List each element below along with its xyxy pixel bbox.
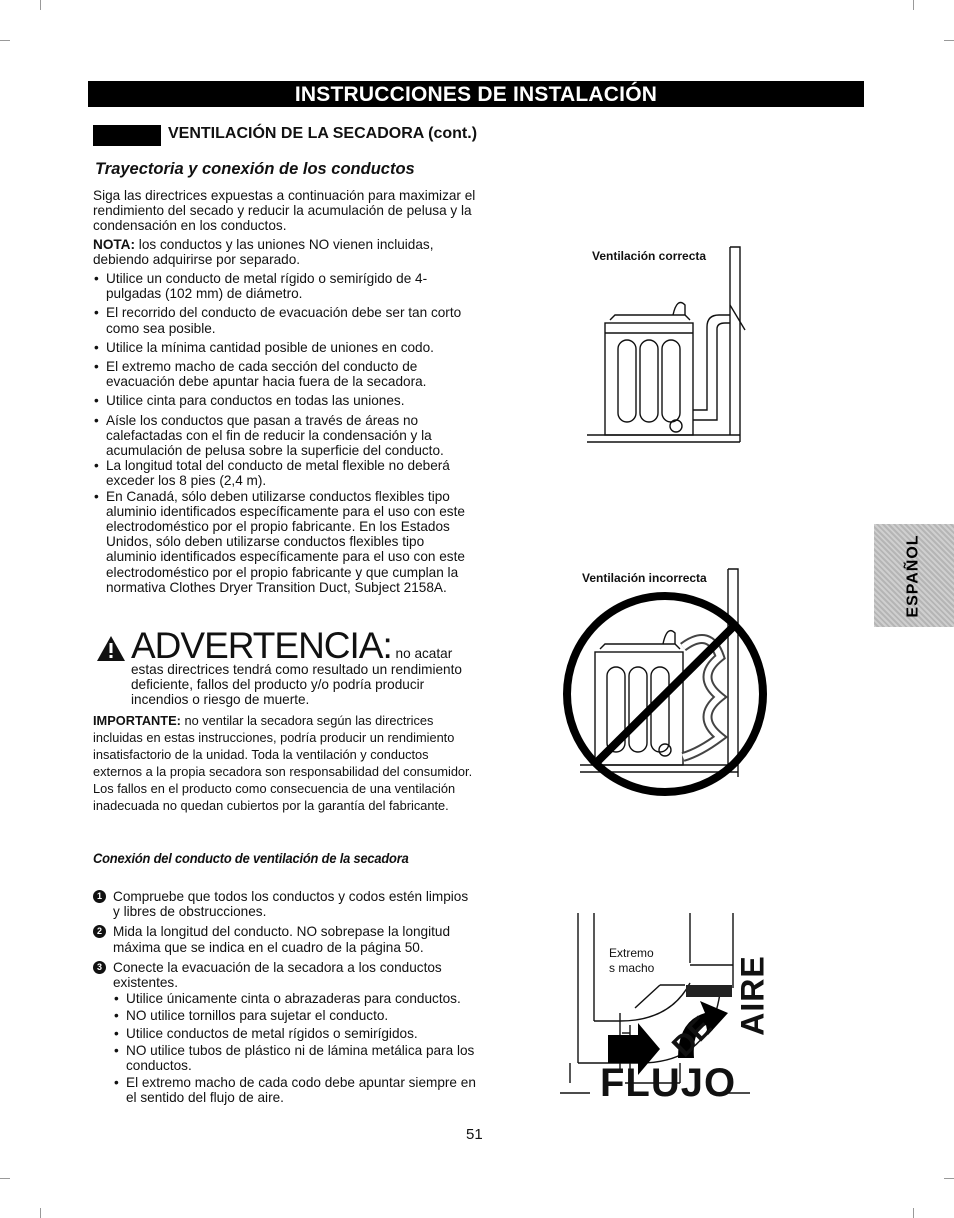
step-text: Conecte la evacuación de la secadora a los conductos existentes. — [113, 959, 442, 991]
language-tab-label: ESPAÑOL — [905, 533, 922, 618]
flow-de: DE — [665, 1010, 719, 1064]
note-paragraph — [93, 237, 478, 267]
list-item: • Utilice conductos de metal rígidos o semirígidos. — [113, 1026, 478, 1041]
step-1 — [93, 889, 478, 919]
section-marker — [93, 125, 161, 146]
list-item: • El extremo macho de cada sección del conducto de evacuación debe apuntar hacia fuera de la secadora. — [93, 359, 478, 389]
guideline-list — [93, 271, 478, 595]
page-number: 51 — [466, 1126, 483, 1143]
list-item: • Utilice únicamente cinta o abrazaderas para conductos. — [113, 991, 478, 1006]
step-text: Mida la longitud del conducto. NO sobrepase la longitud máxima que se indica en el cuadro de la página 50. — [113, 924, 451, 955]
section-title: VENTILACIÓN DE LA SECADORA (cont.) — [168, 125, 478, 142]
list-item: • En Canadá, sólo deben utilizarse conductos flexibles tipo aluminio identificados específicamente para el uso con este electrodoméstico por el propio fabricante. En los Estados Unidos, sólo deben utilizarse conductos flexibles tipo aluminio identificados específicamente para el uso con este electrodoméstico por el propio fabricante y que cumplan la normativa Clothes Dryer Transition Duct, Subject 2158A. — [93, 489, 478, 595]
flow-word: FLUJO — [600, 1061, 737, 1105]
warning-text: no acatar estas directrices tendrá como resultado un rendimiento deficiente, fallos del producto y/o podría producir incendios o riesgo de muerte. — [131, 646, 462, 708]
correct-venting-label: Ventilación correcta — [592, 249, 707, 263]
main-column — [93, 188, 478, 599]
correct-venting-figure — [585, 245, 765, 450]
intro-paragraph: Siga las directrices expuestas a continuación para maximizar el rendimiento del secado y reducir la acumulación de pelusa y la condensación en los conductos. — [93, 188, 476, 234]
connection-tips-list — [113, 991, 478, 1105]
connection-subtitle: Conexión del conducto de ventilación de la secadora — [93, 850, 409, 866]
list-item: • El recorrido del conducto de evacuación debe ser tan corto como sea posible. — [93, 305, 478, 335]
language-tab — [874, 524, 954, 627]
list-item: • NO utilice tornillos para sujetar el conducto. — [113, 1008, 478, 1023]
list-item: • El extremo macho de cada codo debe apuntar siempre en el sentido del flujo de aire. — [113, 1075, 478, 1105]
step-text: Compruebe que todos los conductos y codos estén limpios y libres de obstrucciones. — [113, 889, 469, 920]
incorrect-venting-figure — [560, 567, 770, 822]
step-2 — [93, 924, 478, 954]
step-number: 3 — [93, 961, 106, 974]
note-text: los conductos y las uniones NO vienen incluidas, debiendo adquirirse por separado. — [93, 236, 434, 267]
list-item: • Utilice un conducto de metal rígido o semirígido de 4-pulgadas (102 mm) de diámetro. — [93, 271, 478, 301]
warning-word: ADVERTENCIA: — [131, 625, 392, 666]
subsection-title: Trayectoria y conexión de los conductos — [95, 160, 415, 178]
note-label: NOTA: — [93, 236, 136, 252]
warning-block — [131, 625, 481, 708]
warning-icon — [96, 635, 126, 662]
male-end-line2: s macho — [609, 961, 655, 975]
list-item: • Utilice la mínima cantidad posible de uniones en codo. — [93, 340, 478, 355]
list-item: • NO utilice tubos de plástico ni de lámina metálica para los conductos. — [113, 1043, 478, 1073]
male-end-line1: Extremo — [609, 946, 654, 960]
page-banner: INSTRUCCIONES DE INSTALACIÓN — [88, 81, 864, 107]
list-item: • Aísle los conductos que pasan a través de áreas no calefactadas con el fin de reducir la condensación y la acumulación de pelusa sobre la superficie del conducto. — [93, 413, 478, 459]
step-3 — [93, 960, 478, 990]
important-text: no ventilar la secadora según las directrices incluidas en estas instrucciones, podría producir un rendimiento insatisfactorio de la unidad. Toda la ventilación y conductos externos a la propia secadora son responsabilidad del consumidor. Los fallos en el producto como consecuencia de una ventilación inadecuada no quedan cubiertos por la garantía del fabricante. — [93, 713, 473, 814]
flow-aire: AIRE — [734, 954, 771, 1036]
list-item: • Utilice cinta para conductos en todas las uniones. — [93, 393, 478, 408]
important-label: IMPORTANTE: — [93, 713, 181, 728]
steps-block — [93, 889, 478, 1108]
important-paragraph — [93, 712, 476, 815]
step-number: 2 — [93, 925, 106, 938]
incorrect-venting-label: Ventilación incorrecta — [582, 571, 707, 585]
flow-aire-wrap — [734, 945, 771, 1045]
list-item: • La longitud total del conducto de metal flexible no deberá exceder los 8 pies (2,4 m). — [93, 458, 478, 488]
step-number: 1 — [93, 890, 106, 903]
